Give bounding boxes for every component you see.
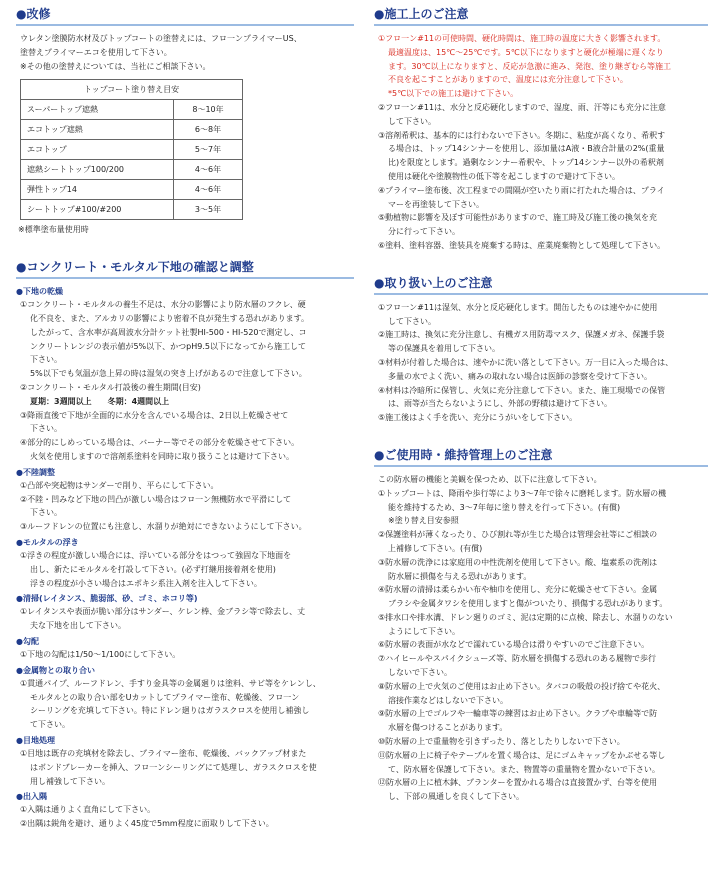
renewal-period: 8〜10年 [174, 100, 243, 120]
item-line: ①凸部や突起物はサンダーで削り、平らにして下さい。 [20, 480, 219, 490]
item-line: ③防水層の洗浄には家庭用の中性洗剤を使用して下さい。酸、塩素系の洗剤は [378, 557, 658, 567]
table-row [21, 140, 243, 160]
item-line: 等の保護具を着用して下さい。 [388, 344, 500, 354]
product-name: エコトップ [21, 140, 174, 160]
item-line: 用し補強して下さい。 [30, 776, 110, 786]
item-line: は、雨等が当たらないようにし、外部の野積は避けて下さい。 [388, 399, 612, 409]
item-line: ③ルーフドレンの位置にも注意し、水溜りが絶対にできないようにして下さい。 [20, 522, 307, 532]
item-line: 防水層に損傷を与える恐れがあります。 [388, 571, 532, 581]
construction-caution-title: ●施工上のご注意 [374, 6, 708, 26]
item-line: る場合は、トップ14シンナーを使用し、添加量はA液・B液合計量の2%(重量 [388, 144, 665, 154]
item-line: ③溶剤希釈は、基本的には行わないで下さい。冬期に、粘度が高くなり、希釈す [378, 130, 666, 140]
slope-subtitle: ●勾配 [16, 636, 39, 646]
concrete-section-title: ●コンクリート・モルタル下地の確認と調整 [16, 259, 354, 279]
renovation-text [16, 32, 354, 73]
item-line: ①目地は既存の充填材を除去し、プライマー塗布、乾燥後、バックアップ材また [20, 748, 307, 758]
item-line: 分に行って下さい。 [388, 227, 460, 237]
item-line: 下さい。 [30, 424, 62, 434]
item-line: して下さい。 [388, 316, 436, 326]
list-item [16, 803, 354, 817]
item-line: ④材料は冷暗所に保管し、火気に充分注意して下さい。また、施工現場での保管 [378, 385, 666, 395]
item-line: 最適温度は、15℃〜25℃です。5℃以下になりますと硬化が極端に遅くなり [388, 47, 664, 57]
item-line: ①入隅は通りよく直角にして下さい。 [20, 805, 156, 815]
item-line: 溶接作業などはしないで下さい。 [388, 695, 508, 705]
list-item [16, 747, 354, 788]
renewal-period: 4〜6年 [174, 180, 243, 200]
item-line: 火気を使用しますので溶剤系塗料を同時に取り扱うことは避けて下さい。 [30, 451, 294, 461]
list-item [374, 356, 708, 384]
list-item [374, 749, 708, 777]
item-line: ⑤動植物に影響を及ぼす可能性がありますので、施工時及び施工後の換気を充 [378, 213, 658, 223]
product-name: スーパートップ遮熱 [21, 100, 174, 120]
item-line: 浮きの程度が小さい場合はエポキシ系注入剤を注入して下さい。 [30, 578, 262, 588]
item-line: したがって、含水率が高周波水分計ケット社製HI-500・HI-520で測定し、コ [30, 327, 307, 337]
item-line: 上補修して下さい。(有償) [388, 543, 483, 553]
item-line: 出し、新たにモルタルを打設して下さい。(必ず打継用接着剤を使用) [30, 564, 276, 574]
product-name: 弾性トップ14 [21, 180, 174, 200]
item-line: ③降雨直後で下地が全面的に水分を含んでいる場合は、2日以上乾燥させて [20, 410, 289, 420]
item-line: し、下部の風通しを良くして下さい。 [388, 792, 524, 802]
item-line: 下さい。 [30, 508, 62, 518]
item-line: しないで下さい。 [388, 668, 452, 678]
item-line: 化不良を、また、アルカリの影響により密着不良が発生する恐れがあります。 [30, 313, 310, 323]
item-line: ④プライマー塗布後、次工程までの間隔が空いたり雨に打たれた場合は、プライ [378, 185, 665, 195]
item-line: 比)を限度とします。過剰なシンナー希釈や、トップ14シンナー以外の希釈剤 [388, 158, 664, 168]
renovation-line: ウレタン塗膜防水材及びトップコートの塗替えには、フロ一ンプライマーUS、 [20, 34, 302, 43]
list-item [374, 556, 708, 584]
list-item [16, 677, 354, 732]
item-line: ⑧防水層の上で火気のご使用はお止め下さい。タバコの吸殻の投げ捨てや花火、 [378, 681, 666, 691]
product-name: エコトップ遮熱 [21, 120, 174, 140]
item-line: ①下地の勾配は1/50〜1/100にして下さい。 [20, 649, 181, 659]
metal-subtitle: ●金属物との取り合い [16, 665, 95, 675]
float-subtitle: ●モルタルの浮き [16, 537, 79, 547]
list-item [16, 605, 354, 633]
item-line: ①フロ一ン#11の可使時間、硬化時間は、施工時の温度に大きく影響されます。 [378, 34, 666, 43]
list-item [374, 328, 708, 356]
list-item [374, 528, 708, 556]
list-item [16, 298, 354, 381]
list-item [16, 549, 354, 590]
item-line: 夫な下地を出して下さい。 [30, 621, 126, 631]
item-line: ①レイタンスや表面が脆い部分はサンダー、ケレン棒、金ブラシ等で除去し、丈 [20, 607, 306, 617]
item-line: ②フロ一ン#11は、水分と反応硬化しますので、湿度、雨、汗等にも充分に注意 [378, 102, 666, 112]
item-line: ンクリートレンジの表示値が5%以下、かつpH9.5以下になってから施工して [30, 341, 306, 351]
list-item [16, 479, 354, 493]
table-header: トップコート塗り替え目安 [21, 80, 243, 100]
item-line: シーリングを充填して下さい。特にドレン廻りはガラスクロスを使用し補強し [30, 706, 310, 716]
list-item [374, 301, 708, 329]
corner-subtitle: ●出入隅 [16, 792, 47, 802]
product-name: シートトップ#100/#200 [21, 200, 174, 220]
usage-caution-title: ●ご使用時・維持管理上のご注意 [374, 447, 708, 467]
table-note: ※標準塗布量使用時 [18, 225, 89, 235]
renewal-period: 6〜8年 [174, 120, 243, 140]
item-line: 水層を傷つけることがあります。 [388, 723, 508, 733]
item-line: ②保護塗料が薄くなったり、ひび割れ等が生じた場合は管理会社等にご相談の [378, 530, 658, 540]
temperature-warning [374, 32, 708, 101]
list-item [374, 184, 708, 212]
table-row [21, 180, 243, 200]
cure-period: 夏期：3週間以上 冬期：4週間以上 [30, 396, 170, 406]
item-line: て、防水層を保護して下さい。また、物置等の重量物を置かないで下さい。 [388, 764, 660, 774]
renewal-period: 3〜5年 [174, 200, 243, 220]
item-line: して下さい。 [388, 116, 436, 126]
cleaning-subtitle: ●清掃(レイタンス、脆弱部、砂、ゴミ、ホコリ等) [16, 594, 198, 604]
topcoat-renewal-table [20, 79, 243, 220]
item-line: *5℃以下での施工は避けて下さい。 [388, 89, 519, 99]
item-line: マーを再塗装して下さい。 [388, 199, 484, 209]
item-line: ①フロ一ン#11は湿気、水分と反応硬化します。開缶したものは速やかに使用 [378, 302, 658, 312]
item-line: ④部分的にしめっている場合は、バーナー等でその部分を乾燥させて下さい。 [20, 438, 300, 448]
joint-subtitle: ●目地処理 [16, 735, 55, 745]
list-item [16, 436, 354, 464]
item-line: 能を維持するため、3〜7年毎に塗り替えを行って下さい。(有償) [388, 502, 621, 512]
right-column [374, 6, 708, 804]
dry-subtitle: ●下地の乾燥 [16, 287, 63, 297]
list-item [374, 101, 708, 129]
renewal-period: 5〜7年 [174, 140, 243, 160]
item-line: て下さい。 [30, 720, 70, 730]
list-item [374, 735, 708, 749]
list-item [16, 381, 354, 409]
table-row [21, 100, 243, 120]
item-line: ⑪防水層の上に椅子やテーブルを置く場合は、足にゴムキャップをかぶせる等し [378, 750, 666, 760]
item-line: はボンドブレーカーを挿入、フロ一ンシーリングにて処理し、ガラスクロスを使 [30, 762, 317, 772]
list-item [374, 776, 708, 804]
list-item [374, 680, 708, 708]
item-line: 下さい。 [30, 355, 62, 365]
item-line: ブラシや金属タワシを使用しますと傷がついたり、損傷する恐れがあります。 [388, 599, 668, 609]
item-line: ※塗り替え目安参照 [388, 516, 459, 526]
item-line: ⑨防水層の上でゴルフや一輪車等の練習はお止め下さい。クラブや車輪等で防 [378, 709, 658, 719]
item-line: ①コンクリート・モルタルの養生不足は、水分の影響により防水層のフクレ、硬 [20, 300, 306, 310]
renovation-line: ※その他の塗替えについては、当社にご相談下さい。 [20, 61, 211, 71]
list-item [374, 487, 708, 528]
list-item [16, 520, 354, 534]
item-line: ②出隅は鋭角を避け、通りよく45度で5mm程度に面取りして下さい。 [20, 819, 274, 829]
list-item [374, 638, 708, 652]
list-item [374, 239, 708, 253]
left-column [16, 6, 354, 831]
item-line: ③材料が付着した場合は、速やかに洗い落として下さい。万一目に入った場合は、 [378, 357, 674, 367]
list-item [16, 648, 354, 662]
item-line: 5%以下でも気温が急上昇の時は湿気の突き上げがあるので注意して下さい。 [30, 369, 307, 379]
item-line: 使用は硬化や塗膜物性の低下等を起こしますので避けて下さい。 [388, 171, 620, 181]
item-line: ⑩防水層の上で重量物を引きずったり、落としたりしないで下さい。 [378, 737, 625, 747]
list-item [16, 409, 354, 437]
renovation-line: 塗替えプライマーエコを使用して下さい。 [20, 47, 172, 57]
list-item [374, 583, 708, 611]
list-item [16, 817, 354, 831]
list-item [374, 611, 708, 639]
item-line: ①トップコートは、降雨や歩行等により3〜7年で徐々に磨耗します。防水層の機 [378, 488, 667, 498]
table-row [21, 120, 243, 140]
item-line: ようにして下さい。 [388, 626, 460, 636]
product-name: 遮熱シートトップ100/200 [21, 160, 174, 180]
item-line: ①浮きの程度が激しい場合には、浮いている部分をはつって強固な下地面を [20, 550, 292, 560]
renewal-period: 4〜6年 [174, 160, 243, 180]
list-item [374, 211, 708, 239]
item-line: ②施工時は、換気に充分注意し、有機ガス用防毒マスク、保護メガネ、保護手袋 [378, 330, 665, 340]
item-line: ⑤施工後はよく手を洗い、充分にうがいをして下さい。 [378, 413, 578, 423]
item-line: モルタルとの取り合い部をUカットしてプライマー塗布、乾燥後、フロ一ン [30, 692, 300, 702]
uneven-subtitle: ●不陸調整 [16, 467, 55, 477]
item-line: ②不陸・凹みなど下地の凹凸が激しい場合はフロ一ン無機防水で平滑にして [20, 494, 292, 504]
renovation-title: ●改修 [16, 6, 354, 26]
list-item [374, 652, 708, 680]
table-row [21, 160, 243, 180]
list-item [16, 493, 354, 521]
item-line: 多量の水でよく洗い、痛みの取れない場合は医師の診察を受けて下さい。 [388, 371, 652, 381]
item-line: ②コンクリート・モルタル打設後の養生期間(目安) [20, 382, 201, 392]
item-line: この防水層の機能と美観を保つため、以下に注意して下さい。 [378, 474, 602, 484]
item-line: ます。30℃以上になりますと、反応が急激に進み、発泡、塗り継ぎむら等施工 [388, 61, 672, 71]
item-line: ⑥防水層の表面が水などで濡れている場合は滑りやすいのでご注意下さい。 [378, 640, 650, 650]
item-line: ④防水層の清掃は柔らかい布や柚巾を使用し、充分に乾燥させて下さい。金属 [378, 585, 658, 595]
handling-caution-title: ●取り扱い上のご注意 [374, 275, 708, 295]
list-item [374, 129, 708, 184]
item-line: ⑤排水口や排水溝、ドレン廻りのゴミ、泥は定期的に点検、除去し、水溜りのない [378, 612, 673, 622]
item-line: ⑥塗料、塗料容器、塗装具を廃棄する時は、産業廃棄物として処理して下さい。 [378, 240, 666, 250]
list-item [374, 411, 708, 425]
usage-intro [374, 473, 708, 487]
item-line: ⑦ハイヒールやスパイクシューズ等、防水層を損傷する恐れのある履物で歩行 [378, 654, 656, 664]
list-item [374, 384, 708, 412]
list-item [374, 707, 708, 735]
item-line: 不良を起こすことがありますので、温度には充分注意して下さい。 [388, 75, 628, 85]
table-row [21, 200, 243, 220]
item-line: ⑫防水層の上に植木鉢、プランターを置かれる場合は直接置かず、台等を使用 [378, 778, 658, 788]
item-line: ①貫通パイプ、ルーフドレン、手すり金具等の金属廻りは塗料、サビ等をケレンし、 [20, 678, 321, 688]
